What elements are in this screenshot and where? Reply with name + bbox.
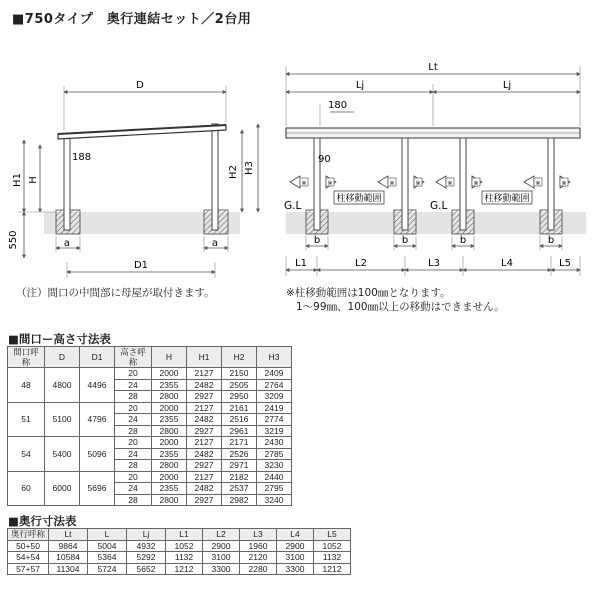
table-cell: 20 <box>115 402 152 414</box>
table-header-row <box>8 529 351 541</box>
note-right-1: ※柱移動範囲は100㎜となります。 <box>286 287 451 299</box>
table-cell: 24 <box>115 379 152 391</box>
table-cell: 2516 <box>222 414 257 426</box>
table-cell: 3100 <box>203 552 240 564</box>
post-2 <box>402 138 408 230</box>
table-cell: 2774 <box>257 414 292 426</box>
column-header: L4 <box>277 529 314 541</box>
table-cell: 2526 <box>222 448 257 460</box>
D1-cell: 5096 <box>80 437 115 472</box>
dim-b-4: b <box>547 235 555 246</box>
D1-cell: 4496 <box>80 368 115 403</box>
gl-label-left: G.L <box>284 200 302 212</box>
side-view <box>8 80 258 278</box>
note-right-2: 1～99㎜、100㎜以上の移動はできません。 <box>296 301 505 313</box>
column-header: L5 <box>314 529 351 541</box>
table-cell: 2537 <box>222 483 257 495</box>
dim-b-2: b <box>401 235 409 246</box>
column-header: Lj <box>127 529 166 541</box>
dim-H1: H1 <box>12 173 23 187</box>
table-cell: 28 <box>115 460 152 472</box>
dim-H2: H2 <box>228 165 239 179</box>
dim-L3: L3 <box>428 258 440 269</box>
table-cell: 2409 <box>257 368 292 380</box>
table-cell: 2961 <box>222 425 257 437</box>
post-right <box>212 124 218 230</box>
column-header: D1 <box>80 347 115 368</box>
table-cell: 5004 <box>88 540 127 552</box>
table-cell: 2927 <box>187 391 222 403</box>
table-cell: 2982 <box>222 494 257 506</box>
table-cell: 2900 <box>203 540 240 552</box>
table-cell: 5292 <box>127 552 166 564</box>
table-cell: 1052 <box>166 540 203 552</box>
D-cell: 5400 <box>45 437 80 472</box>
dim-rafter: 180 <box>328 100 348 111</box>
dim-D: D <box>136 80 144 91</box>
table-row <box>8 540 351 552</box>
table-cell: 2482 <box>187 379 222 391</box>
dim-b-1: b <box>313 235 321 246</box>
table-cell: 2127 <box>187 368 222 380</box>
table-cell: 11304 <box>49 563 88 575</box>
x-mark: ※ <box>473 180 479 187</box>
table-cell: 5724 <box>88 563 127 575</box>
table-cell: 50+50 <box>8 540 49 552</box>
table-cell: 2150 <box>222 368 257 380</box>
table-cell: 2927 <box>187 425 222 437</box>
table-cell: 57+57 <box>8 563 49 575</box>
gl-label-right: G.L <box>430 200 448 212</box>
table-cell: 28 <box>115 425 152 437</box>
table-cell: 24 <box>115 414 152 426</box>
table-cell: 1212 <box>166 563 203 575</box>
table-cell: 2355 <box>152 448 187 460</box>
table-cell: 2000 <box>152 402 187 414</box>
table-cell: 20 <box>115 368 152 380</box>
column-header: 間口呼称 <box>8 347 45 368</box>
dim-depth: 550 <box>8 230 19 250</box>
table-cell: 1960 <box>240 540 277 552</box>
table-cell: 2482 <box>187 483 222 495</box>
table-cell: 24 <box>115 483 152 495</box>
post-3 <box>460 138 466 230</box>
table-row <box>8 563 351 575</box>
note-left: （注）間口の中間部に母屋が取付きます。 <box>16 287 215 299</box>
table-header-row <box>8 347 292 368</box>
move-range-3 <box>436 176 482 188</box>
dim-D1: D1 <box>133 260 149 271</box>
table-cell: 2127 <box>187 402 222 414</box>
table-cell: 2800 <box>152 460 187 472</box>
column-header: H <box>152 347 187 368</box>
table-cell: 4932 <box>127 540 166 552</box>
move-range-4 <box>524 176 570 188</box>
column-header: L2 <box>203 529 240 541</box>
frontage-cell: 60 <box>8 471 45 506</box>
column-header: 高さ呼称 <box>115 347 152 368</box>
table-cell: 1132 <box>166 552 203 564</box>
table-cell: 2000 <box>152 471 187 483</box>
frontage-cell: 54 <box>8 437 45 472</box>
table-cell: 2120 <box>240 552 277 564</box>
dim-b-3: b <box>459 235 467 246</box>
dim-L2: L2 <box>355 258 367 269</box>
table-cell: 2355 <box>152 379 187 391</box>
page-title: ■750タイプ 奥行連結セット／2台用 <box>12 12 252 27</box>
table-cell: 3240 <box>257 494 292 506</box>
dim-L5: L5 <box>559 258 571 269</box>
dim-L1: L1 <box>295 258 307 269</box>
D-cell: 6000 <box>45 471 80 506</box>
table-cell: 2950 <box>222 391 257 403</box>
x-mark: ※ <box>415 180 421 187</box>
D1-cell: 4796 <box>80 402 115 437</box>
table-cell: 20 <box>115 471 152 483</box>
move-range-1 <box>290 176 336 188</box>
table-cell: 2800 <box>152 425 187 437</box>
table-cell: 54+54 <box>8 552 49 564</box>
table-cell: 9864 <box>49 540 88 552</box>
table-cell: 3300 <box>203 563 240 575</box>
column-header: H1 <box>187 347 222 368</box>
table-cell: 1052 <box>314 540 351 552</box>
range-label-left: 柱移動範囲 <box>336 194 382 204</box>
dim-Lt: Lt <box>428 62 438 73</box>
table-cell: 24 <box>115 448 152 460</box>
table-cell: 1212 <box>314 563 351 575</box>
height-dimension-table <box>7 346 292 506</box>
post-1 <box>314 138 320 230</box>
table-cell: 20 <box>115 437 152 449</box>
table-cell: 3230 <box>257 460 292 472</box>
table-cell: 3300 <box>277 563 314 575</box>
table-row <box>8 552 351 564</box>
dim-beam: 188 <box>72 152 92 163</box>
column-header: H2 <box>222 347 257 368</box>
x-mark: ※ <box>535 180 541 187</box>
D-cell: 5100 <box>45 402 80 437</box>
table-row <box>8 368 292 380</box>
column-header: 奥行呼称 <box>8 529 49 541</box>
D1-cell: 5696 <box>80 471 115 506</box>
table-cell: 28 <box>115 494 152 506</box>
x-mark: ※ <box>447 180 453 187</box>
table-cell: 2795 <box>257 483 292 495</box>
table-cell: 2161 <box>222 402 257 414</box>
dim-a-right: a <box>211 238 219 249</box>
table-cell: 3219 <box>257 425 292 437</box>
table-row <box>8 437 292 449</box>
table-cell: 2764 <box>257 379 292 391</box>
table-cell: 2171 <box>222 437 257 449</box>
range-label-right: 柱移動範囲 <box>484 194 530 204</box>
dim-Lj-right: Lj <box>502 80 512 91</box>
dim-L4: L4 <box>501 258 513 269</box>
table1-title: ■間口ー高さ寸法表 <box>8 332 111 346</box>
frontage-cell: 51 <box>8 402 45 437</box>
table-cell: 2440 <box>257 471 292 483</box>
dim-H3: H3 <box>244 161 255 175</box>
x-mark: ※ <box>561 180 567 187</box>
x-mark: ※ <box>301 180 307 187</box>
column-header: L <box>88 529 127 541</box>
D-cell: 4800 <box>45 368 80 403</box>
table-cell: 2927 <box>187 460 222 472</box>
table-row <box>8 471 292 483</box>
table-cell: 2430 <box>257 437 292 449</box>
table-cell: 2182 <box>222 471 257 483</box>
x-mark: ※ <box>327 180 333 187</box>
column-header: H3 <box>257 347 292 368</box>
table-cell: 5364 <box>88 552 127 564</box>
depth-dimension-table <box>7 528 351 575</box>
table-cell: 2280 <box>240 563 277 575</box>
dim-post: 90 <box>318 154 331 165</box>
move-range-2 <box>378 176 424 188</box>
column-header: D <box>45 347 80 368</box>
table-cell: 2127 <box>187 471 222 483</box>
dim-Lj-left: Lj <box>355 80 365 91</box>
table-cell: 10584 <box>49 552 88 564</box>
table-cell: 2505 <box>222 379 257 391</box>
table-cell: 2000 <box>152 437 187 449</box>
frontage-cell: 48 <box>8 368 45 403</box>
column-header: L3 <box>240 529 277 541</box>
dim-a-left: a <box>63 238 71 249</box>
table-cell: 2127 <box>187 437 222 449</box>
table-cell: 2900 <box>277 540 314 552</box>
column-header: Lt <box>49 529 88 541</box>
table-cell: 3100 <box>277 552 314 564</box>
post-4 <box>548 138 554 230</box>
table-cell: 2355 <box>152 414 187 426</box>
table-cell: 28 <box>115 391 152 403</box>
table-cell: 5652 <box>127 563 166 575</box>
post-left <box>64 134 70 230</box>
table-cell: 2419 <box>257 402 292 414</box>
table-row <box>8 402 292 414</box>
table-cell: 1132 <box>314 552 351 564</box>
x-mark: ※ <box>389 180 395 187</box>
table-cell: 2927 <box>187 494 222 506</box>
front-view <box>284 62 586 276</box>
table-cell: 2800 <box>152 494 187 506</box>
table-cell: 2000 <box>152 368 187 380</box>
column-header: L1 <box>166 529 203 541</box>
table2-title: ■奥行寸法表 <box>8 514 77 528</box>
table-cell: 2482 <box>187 414 222 426</box>
table-cell: 2785 <box>257 448 292 460</box>
table-cell: 2482 <box>187 448 222 460</box>
table-cell: 2971 <box>222 460 257 472</box>
dim-H: H <box>28 176 39 184</box>
table-cell: 2355 <box>152 483 187 495</box>
table-cell: 3209 <box>257 391 292 403</box>
table-cell: 2800 <box>152 391 187 403</box>
